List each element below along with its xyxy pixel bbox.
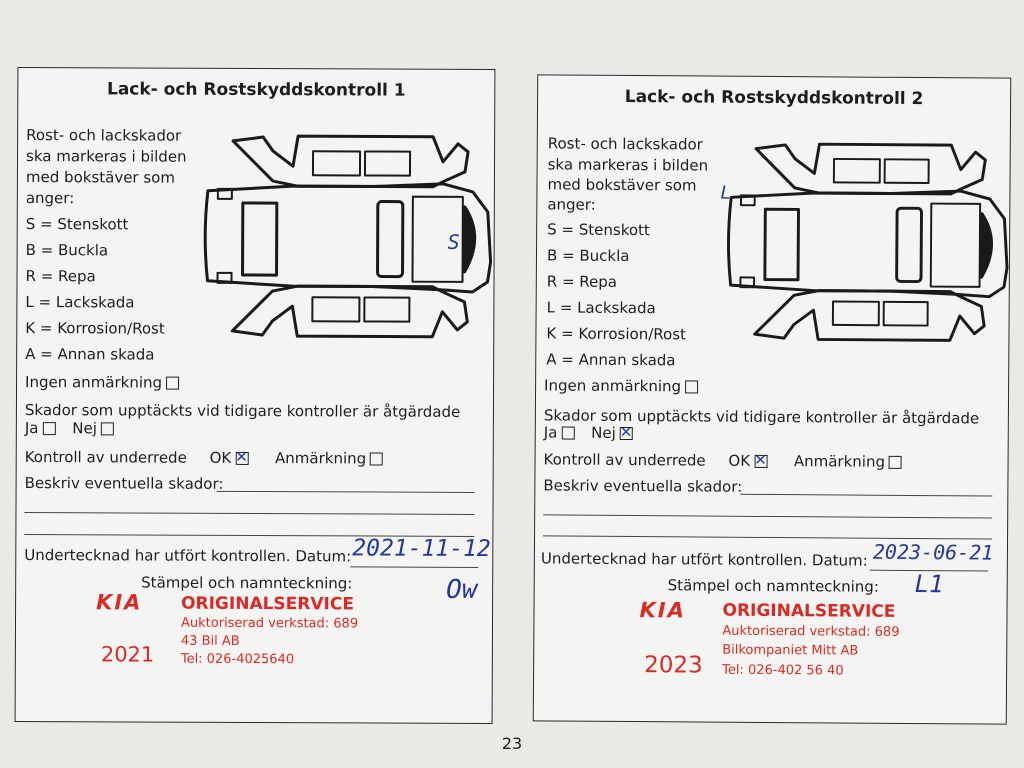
- remark-label: Anmärkning: [793, 452, 886, 471]
- yes-checkbox[interactable]: [561, 427, 574, 440]
- ok-label: OK: [728, 451, 751, 470]
- yes-label: Ja: [543, 423, 558, 442]
- ok-label: OK: [209, 448, 232, 467]
- signed-text: Undertecknad har utfört kontrollen. Datum:: [540, 549, 868, 570]
- no-checkbox[interactable]: [620, 427, 633, 440]
- signature: Ow: [446, 574, 478, 605]
- ok-checkbox[interactable]: [235, 452, 248, 465]
- instruction-line: med bokstäver som: [547, 175, 697, 195]
- no-remark-option[interactable]: [25, 373, 179, 392]
- legend-item: K = Korrosion/Rost: [25, 318, 165, 338]
- instruction-line: med bokstäver som: [25, 167, 176, 187]
- signed-text: Undertecknad har utfört kontrollen. Datum:: [24, 545, 352, 566]
- instruction-line: anger:: [547, 195, 596, 214]
- describe-line[interactable]: [24, 512, 474, 515]
- yes-checkbox[interactable]: [42, 422, 55, 435]
- prior-question: Skador som upptäckts vid tidigare kontroller är åtgärdade: [543, 406, 980, 428]
- underbody-label: Kontroll av underrede: [543, 450, 706, 470]
- instruction-line: ska markeras i bilden: [26, 146, 187, 166]
- describe-line[interactable]: [740, 494, 992, 497]
- car-diagram[interactable]: [724, 139, 1010, 346]
- car-damage-mark: S: [447, 229, 460, 254]
- inspection-card-2: [533, 74, 1012, 724]
- describe-line[interactable]: [543, 535, 992, 539]
- describe-line[interactable]: [543, 514, 992, 518]
- no-label: Nej: [72, 419, 97, 438]
- prior-options: [25, 419, 114, 437]
- underbody-label: Kontroll av underrede: [24, 447, 187, 467]
- kia-logo: KIA: [639, 598, 686, 623]
- inspection-card-1: [15, 67, 496, 724]
- yes-label: Ja: [24, 418, 39, 438]
- card-title: Lack- och Rostskyddskontroll 2: [624, 86, 924, 110]
- legend-item: S = Stenskott: [25, 214, 129, 234]
- stamp-company: 43 Bil AB: [180, 633, 240, 649]
- stamp-year: 2023: [644, 652, 703, 679]
- underbody-row: [25, 448, 384, 468]
- stamp-service: ORIGINALSERVICE: [722, 600, 896, 622]
- instruction-line: Rost- och lackskador: [26, 125, 182, 145]
- inspection-date: 2021-11-12: [352, 535, 491, 563]
- legend-item: L = Lackskada: [546, 298, 656, 318]
- remark-checkbox[interactable]: [370, 453, 383, 466]
- instruction-line: ska markeras i bilden: [547, 155, 709, 175]
- prior-options: [544, 423, 633, 442]
- signature: L1: [914, 570, 944, 599]
- legend-item: R = Repa: [25, 266, 96, 286]
- stamp-year: 2021: [100, 642, 155, 667]
- remark-label: Anmärkning: [275, 449, 367, 468]
- stamp-workshop: Auktoriserad verkstad: 689: [180, 615, 359, 632]
- ok-checkbox[interactable]: [754, 455, 767, 468]
- legend-item: A = Annan skada: [546, 350, 676, 370]
- describe-label: Beskriv eventuella skador:: [24, 473, 224, 493]
- date-line: [350, 566, 478, 568]
- stamp-service: ORIGINALSERVICE: [181, 593, 355, 615]
- legend-item: R = Repa: [546, 272, 618, 291]
- no-remark-option[interactable]: [544, 376, 698, 395]
- stamp-label: Stämpel och namnteckning:: [141, 573, 353, 593]
- legend-item: B = Buckla: [25, 240, 109, 260]
- car-damage-mark: L: [720, 182, 732, 204]
- no-remark-checkbox[interactable]: [685, 380, 698, 393]
- no-remark-checkbox[interactable]: [166, 377, 179, 390]
- stamp-workshop: Auktoriserad verkstad: 689: [722, 623, 900, 640]
- no-remark-label: Ingen anmärkning: [544, 376, 682, 396]
- stamp-phone: Tel: 026-402 56 40: [722, 662, 844, 679]
- legend-item: S = Stenskott: [547, 220, 650, 240]
- legend-item: A = Annan skada: [25, 344, 155, 364]
- underbody-row: [544, 450, 903, 471]
- inspection-date: 2023-06-21: [872, 539, 994, 565]
- remark-checkbox[interactable]: [889, 456, 902, 469]
- kia-logo: KIA: [96, 590, 143, 615]
- stamp-phone: Tel: 026-4025640: [180, 651, 295, 668]
- legend-item: B = Buckla: [546, 246, 630, 266]
- page-number: 23: [501, 734, 523, 753]
- no-checkbox[interactable]: [101, 422, 114, 435]
- legend-item: K = Korrosion/Rost: [546, 324, 686, 344]
- instruction-line: anger:: [25, 188, 75, 208]
- no-remark-label: Ingen anmärkning: [25, 372, 163, 392]
- no-label: Nej: [591, 423, 616, 442]
- card-title: Lack- och Rostskyddskontroll 1: [106, 79, 406, 101]
- describe-line[interactable]: [217, 491, 475, 493]
- legend-item: L = Lackskada: [25, 292, 135, 312]
- stamp-company: Bilkompaniet Mitt AB: [722, 642, 859, 659]
- describe-label: Beskriv eventuella skador:: [543, 476, 743, 496]
- instruction-line: Rost- och lackskador: [547, 134, 703, 154]
- prior-question: Skador som upptäckts vid tidigare kontroller är åtgärdade: [24, 400, 461, 421]
- stamp-label: Stämpel och namnteckning:: [667, 576, 879, 596]
